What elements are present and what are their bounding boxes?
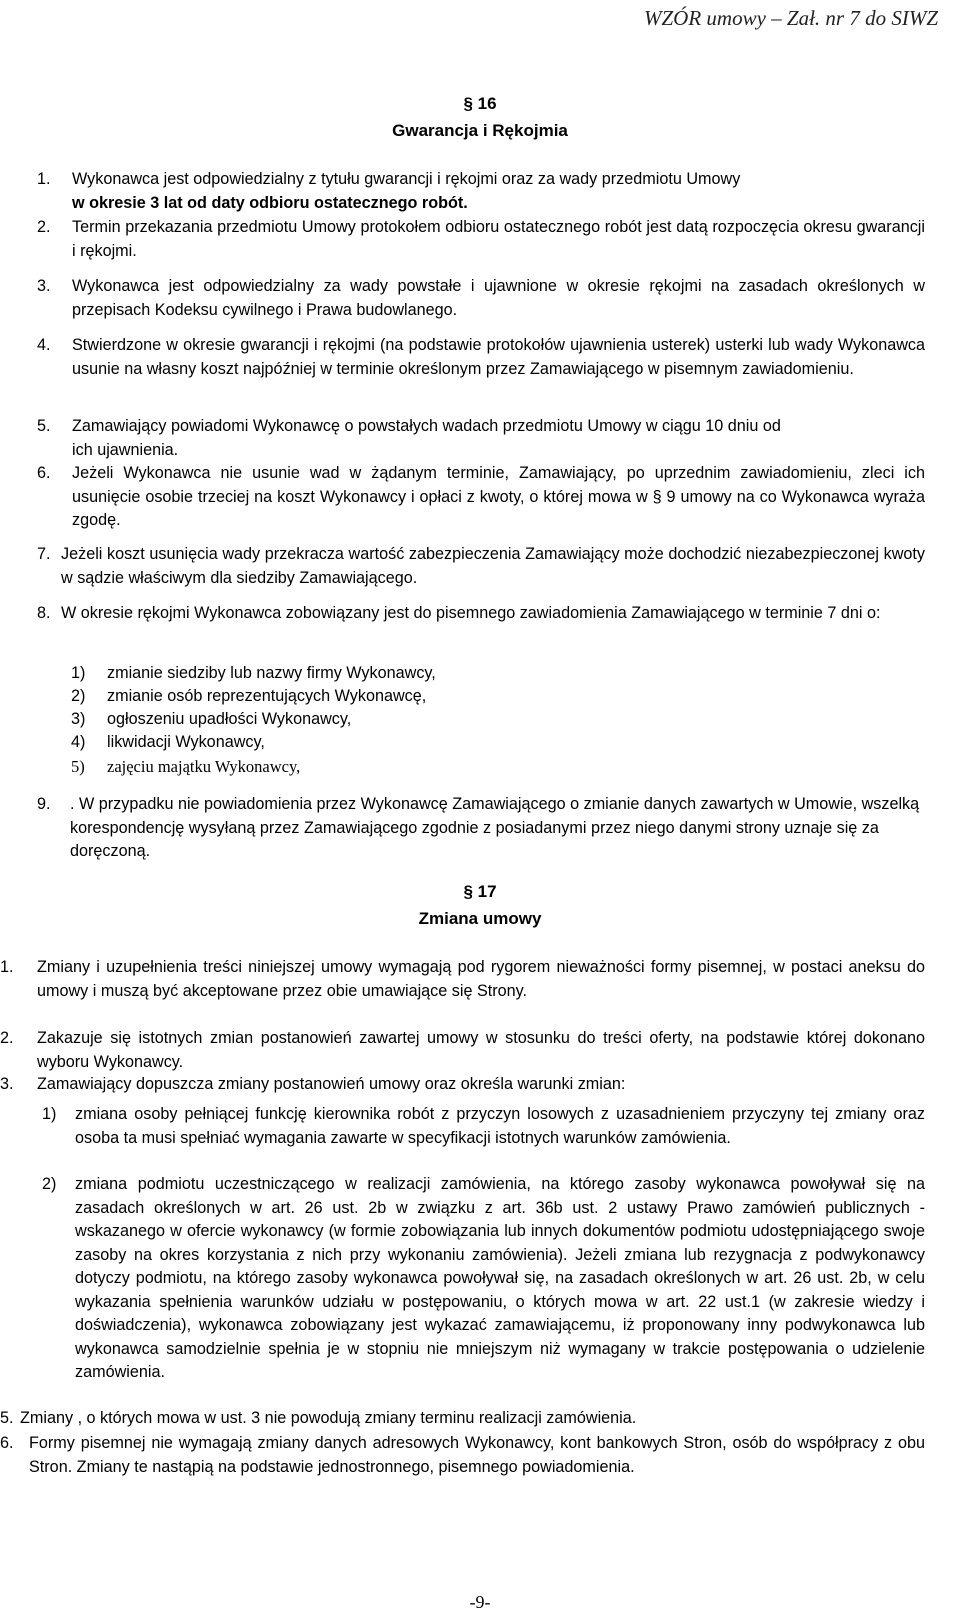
s17-item-1: [0, 956, 925, 1003]
subitem-text: zmianie osób reprezentujących Wykonawcę,: [107, 687, 427, 705]
item-text: Termin przekazania przedmiotu Umowy protokołem odbioru ostatecznego robót jest datą rozpoczęcia okresu gwarancji i rękojmi.: [72, 218, 925, 260]
section-16-title: Gwarancja i Rękojmia: [392, 121, 568, 140]
item-number: 9.: [37, 795, 51, 813]
s16-item-2: [37, 216, 925, 263]
item-text: Wykonawca jest odpowiedzialny za wady powstałe i ujawnione w okresie rękojmi na zasadach określonych w przepisach Kodeksu cywilnego i Prawa budowlanego.: [72, 277, 925, 319]
subitem-number: 3): [71, 710, 86, 728]
subitem-number: 2): [71, 687, 86, 705]
s16-item-7: [37, 543, 925, 590]
s16-item-6: [37, 462, 925, 533]
s16-item-8: [37, 602, 925, 626]
item-text: Formy pisemnej nie wymagają zmiany danych adresowych Wykonawcy, kont bankowych Stron, osób do współpracy z obu Stron. Zmiany te nastąpią na podstawie jednostronnego, pisemnego powiadomienia.: [29, 1434, 925, 1476]
item-text: Zmiany , o których mowa w ust. 3 nie powodują zmiany terminu realizacji zamówienia.: [20, 1409, 637, 1427]
s16-item-4: [37, 334, 925, 381]
item-number: 1.: [0, 958, 14, 976]
s16-subitem-2: [71, 685, 771, 709]
s17-subitem-1: [42, 1103, 925, 1150]
item-number: 2.: [37, 218, 51, 236]
section-17-title: Zmiana umowy: [418, 909, 542, 928]
subitem-number: 1): [71, 664, 86, 682]
item-number: 6.: [37, 464, 51, 482]
section-17-mark: § 17: [463, 882, 497, 901]
item-text: Wykonawca jest odpowiedzialny z tytułu gwarancji i rękojmi oraz za wady przedmiotu Umowy: [72, 170, 741, 188]
item-number: 2.: [0, 1029, 14, 1047]
subitem-number: 2): [42, 1175, 57, 1193]
subitem-text: zmiana osoby pełniącej funkcję kierownika robót z przyczyn losowych z uzasadnieniem przyczyny tej zmiany oraz osoba ta musi spełniać wymagania zawarte w specyfikacji istotnych warunków zamówienia.: [75, 1105, 925, 1147]
item-number: 6.: [0, 1434, 14, 1452]
subitem-text: zajęciu majątku Wykonawcy,: [107, 757, 301, 776]
s16-item-9: [37, 793, 925, 864]
section-16-mark: § 16: [463, 94, 497, 113]
item-text: Zamawiający dopuszcza zmiany postanowień umowy oraz określa warunki zmian:: [37, 1075, 626, 1093]
s17-item-5: [0, 1407, 925, 1431]
page-header: WZÓR umowy – Zał. nr 7 do SIWZ: [643, 6, 938, 30]
item-text: Stwierdzone w okresie gwarancji i rękojmi (na podstawie protokołów ujawnienia usterek) usterki lub wady Wykonawca usunie na własny koszt najpóźniej w terminie określonym przez Zamawiającego w pisemnym zawiadomieniu.: [72, 336, 925, 378]
item-text: Jeżeli koszt usunięcia wady przekracza wartość zabezpieczenia Zamawiający może dochodzić niezabezpieczonej kwoty w sądzie właściwym dla siedziby Zamawiającego.: [61, 545, 925, 587]
item-number: 8.: [37, 604, 51, 622]
s16-item-3: [37, 275, 925, 322]
s16-subitem-4: [71, 731, 771, 755]
item-number: 5.: [37, 417, 51, 435]
item-text: Jeżeli Wykonawca nie usunie wad w żądanym terminie, Zamawiający, po uprzednim zawiadomieniu, zleci ich usunięcie osobie trzeciej na koszt Wykonawcy i opłaci z kwoty, o której mowa w § 9 umowy na co Wykonawca wyraża zgodę.: [72, 464, 925, 529]
s17-item-3: [0, 1073, 925, 1097]
item-number: 1.: [37, 170, 51, 188]
item-number: 4.: [37, 336, 51, 354]
item-number: 3.: [37, 277, 51, 295]
subitem-text: zmianie siedziby lub nazwy firmy Wykonawcy,: [107, 664, 436, 682]
item-text: W okresie rękojmi Wykonawca zobowiązany jest do pisemnego zawiadomienia Zamawiającego w terminie 7 dni o:: [61, 604, 881, 622]
s16-subitem-5: [71, 755, 771, 779]
s17-subitem-2: [42, 1173, 925, 1385]
item-number: 3.: [0, 1075, 14, 1093]
s16-subitem-3: [71, 708, 771, 732]
item-text-bold: w okresie 3 lat od daty odbioru ostatecznego robót.: [72, 193, 468, 212]
item-text: . W przypadku nie powiadomienia przez Wykonawcę Zamawiającego o zmianie danych zawartych w Umowie, wszelką korespondencję wysyłaną przez Zamawiającego zgodnie z posiadanymi przez niego danymi strony uznaje się za doręczoną.: [70, 795, 920, 860]
s16-item-5: [37, 415, 797, 462]
subitem-number: 5): [71, 757, 85, 776]
s17-item-2: [0, 1027, 925, 1074]
s17-item-6: [0, 1432, 925, 1479]
item-text: Zmiany i uzupełnienia treści niniejszej umowy wymagają pod rygorem nieważności formy pisemnej, w postaci aneksu do umowy i muszą być akceptowane przez obie umawiające się Strony.: [37, 958, 925, 1000]
s16-item-1: [37, 168, 925, 215]
item-text: Zamawiający powiadomi Wykonawcę o powstałych wadach przedmiotu Umowy w ciągu 10 dniu od ich ujawnienia.: [72, 417, 781, 459]
s16-subitem-1: [71, 662, 771, 686]
subitem-text: likwidacji Wykonawcy,: [107, 733, 265, 751]
subitem-text: zmiana podmiotu uczestniczącego w realizacji zamówienia, na którego zasoby wykonawca powoływał się na zasadach określonych w art. 26 ust. 2b w związku z art. 36b ust. 2 ustawy Prawo zamówień publicznych - wskazanego w ofercie wykonawcy (w formie zobowiązania lub innych dokumentów podmiotu udostępniającego swoje zasoby na okres korzystania z nich przy wykonaniu zamówienia). Jeżeli zmiana lub rezygnacja z podwykonawcy dotyczy podmiotu, na którego zasoby wykonawca powoływał się, na zasadach określonych w art. 26 ust. 2b, w celu wykazania spełnienia warunków udziału w postępowaniu, o których mowa w art. 22 ust.1 (w zakresie wiedzy i doświadczenia), wykonawca zobowiązany jest wykazać zamawiającemu, iż proponowany inny podwykonawca lub wykonawca samodzielnie spełnia je w stopniu nie mniejszym niż wymagany w trakcie postępowania o udzielenie zamówienia.: [75, 1175, 925, 1381]
subitem-number: 4): [71, 733, 86, 751]
subitem-number: 1): [42, 1105, 57, 1123]
item-number: 7.: [37, 545, 51, 563]
item-number: 5.: [0, 1409, 14, 1427]
subitem-text: ogłoszeniu upadłości Wykonawcy,: [107, 710, 352, 728]
item-text: Zakazuje się istotnych zmian postanowień zawartej umowy w stosunku do treści oferty, na podstawie której dokonano wyboru Wykonawcy.: [37, 1029, 925, 1071]
page-number: -9-: [469, 1592, 491, 1612]
